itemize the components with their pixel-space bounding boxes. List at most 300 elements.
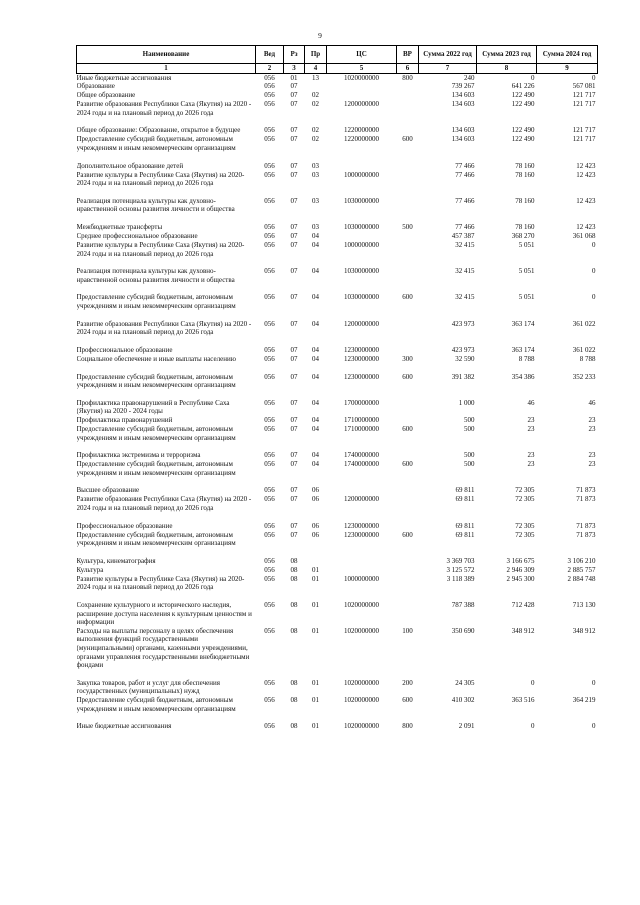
row-rz: 07 [290,293,298,302]
row-cs: 1230000000 [344,521,379,530]
table-row [77,117,598,126]
row-sum-2024 [537,592,598,601]
column-number-row [77,64,598,74]
row-name [77,442,256,451]
row-sum-2024: 12 423 [576,170,596,179]
table-row [77,311,598,320]
row-rz [284,670,305,679]
table-row [77,223,598,232]
row-vr [397,126,419,135]
row-name: Расходы на выплаты персоналу в целях обеспечения выполнения функций государственными (муниципальными) органами, казенными учреждениями, органами управления государственными внебюджетными фондами [76,626,250,670]
row-rz: 07 [290,354,298,363]
row-sum-2023 [477,364,537,373]
col-number: 1 [77,64,256,74]
table-row [77,531,598,548]
row-sum-2023 [477,214,537,223]
row-pr: 04 [312,425,319,434]
table-row [77,696,598,713]
row-ved: 056 [264,678,275,687]
row-ved: 056 [264,521,275,530]
row-sum-2022: 77 466 [455,222,475,231]
row-cs: 1230000000 [344,530,379,539]
row-ved: 056 [264,82,275,91]
row-vr: 500 [402,222,413,231]
row-rz [284,364,305,373]
row-cs: 1200000000 [344,495,379,504]
row-rz: 07 [290,460,298,469]
row-sum-2022: 500 [464,425,475,434]
row-cs: 1710000000 [344,416,379,425]
row-cs: 1030000000 [344,267,379,276]
table-row [77,522,598,531]
row-cs: 1030000000 [344,196,379,205]
row-ved: 056 [264,626,275,635]
table-row [77,214,598,223]
row-ved: 056 [264,73,275,82]
row-name: Предоставление субсидий бюджетным, автономным учреждениям и иным некоммерческим организациям [76,460,236,477]
row-cs: 1000000000 [344,574,379,583]
row-sum-2024 [537,477,598,486]
row-sum-2024: 71 873 [576,530,596,539]
row-cs [327,477,397,486]
row-sum-2022: 77 466 [455,196,475,205]
row-sum-2023: 0 [531,722,535,731]
row-sum-2023 [477,311,537,320]
row-cs [327,162,397,171]
row-rz: 08 [290,722,298,731]
row-sum-2023: 3 166 675 [506,556,535,565]
row-ved: 056 [264,451,275,460]
row-sum-2024: 567 081 [572,82,596,91]
col-header-pr: Пр [305,46,327,64]
row-cs [327,364,397,373]
row-name: Предоставление субсидий бюджетным, автономным учреждениям и иным некоммерческим организациям [76,372,236,390]
row-vr [397,197,419,214]
row-rz: 07 [290,91,298,100]
row-sum-2024 [537,153,598,162]
row-pr: 01 [312,678,319,687]
row-vr [397,337,419,346]
row-sum-2023: 2 946 309 [506,565,535,574]
row-vr [397,258,419,267]
row-sum-2023: 72 305 [515,495,535,504]
row-cs: 1030000000 [344,293,379,302]
row-sum-2023 [477,153,537,162]
row-sum-2023: 23 [527,451,535,460]
row-rz [284,513,305,522]
row-sum-2024 [537,188,598,197]
row-name: Профилактика экстремизма и терроризма [76,451,201,460]
row-sum-2023: 122 490 [511,100,535,109]
row-sum-2022 [419,188,477,197]
table-row [77,153,598,162]
row-name: Межбюджетные трансферты [76,222,163,231]
row-cs [327,557,397,566]
row-vr [397,171,419,188]
row-name: Социальное обеспечение и иные выплаты населению [76,354,236,363]
row-vr: 800 [402,722,413,731]
row-cs: 1200000000 [344,319,379,328]
row-sum-2022: 350 690 [451,626,475,635]
row-sum-2022: 500 [464,416,475,425]
row-sum-2024: 46 [588,398,596,407]
row-pr [305,513,327,522]
row-rz: 07 [290,345,298,354]
col-number: 8 [477,64,537,74]
row-name [77,592,256,601]
row-rz [284,713,305,722]
row-name: Предоставление субсидий бюджетным, автономным учреждениям и иным некоммерческим организациям [76,530,236,548]
row-name: Развитие образования Республики Саха (Якутия) на 2020 - 2024 годы и на плановый период до 2026 года [76,495,252,513]
row-rz: 07 [290,398,298,407]
row-sum-2022: 739 267 [451,82,475,91]
row-sum-2024: 23 [588,425,596,434]
row-name: Общее образование: Образование, открытое в будущее [76,126,241,135]
row-name: Развитие культуры в Республике Саха (Якутия) на 2020-2024 годы и на плановый период до 2026 года [76,240,245,258]
row-cs: 1230000000 [344,372,379,381]
row-cs: 1020000000 [344,695,379,704]
row-name: Развитие образования Республики Саха (Якутия) на 2020 - 2024 годы и на плановый период до 2026 года [76,319,252,337]
row-sum-2024 [537,117,598,126]
table-row [77,171,598,188]
row-vr [397,364,419,373]
row-name: Высшее образование [76,486,140,495]
row-pr [305,82,327,91]
row-pr [305,214,327,223]
row-cs [327,670,397,679]
row-vr [397,188,419,197]
row-cs [327,548,397,557]
table-row [77,284,598,293]
row-pr: 04 [312,416,319,425]
row-name [77,214,256,223]
row-pr: 06 [312,486,319,495]
row-vr [397,82,419,91]
row-sum-2023 [477,513,537,522]
row-name: Развитие культуры в Республике Саха (Якутия) на 2020-2024 годы и на плановый период до 2026 года [76,574,245,592]
col-header-vr: ВР [397,46,419,64]
row-cs [327,91,397,100]
table-row [77,566,598,575]
row-ved [256,337,284,346]
row-sum-2023: 46 [527,398,535,407]
row-sum-2022: 134 603 [451,135,475,144]
row-ved [256,670,284,679]
row-vr [397,232,419,241]
table-row [77,460,598,477]
row-pr: 01 [312,601,319,609]
row-sum-2023: 5 051 [518,240,535,249]
row-ved: 056 [264,354,275,363]
row-sum-2024 [537,670,598,679]
row-sum-2022: 32 415 [455,293,475,302]
row-ved [256,311,284,320]
row-sum-2024: 0 [592,73,596,82]
row-pr: 01 [312,565,319,574]
row-sum-2024: 71 873 [576,521,596,530]
row-ved [256,284,284,293]
row-pr [305,713,327,722]
row-sum-2022 [419,364,477,373]
row-sum-2024: 71 873 [576,495,596,504]
row-cs: 1710000000 [344,425,379,434]
row-pr [305,557,327,566]
row-sum-2023: 5 051 [518,293,535,302]
row-rz: 07 [290,196,298,205]
row-name: Общее образование [76,91,136,100]
row-sum-2024: 713 130 [572,601,596,609]
row-pr: 04 [312,240,319,249]
row-rz: 07 [290,231,298,240]
row-rz: 08 [290,574,298,583]
row-ved [256,713,284,722]
row-cs: 1020000000 [344,601,379,609]
row-sum-2024: 121 717 [572,135,596,144]
row-name: Предоставление субсидий бюджетным, автономным учреждениям и иным некоммерческим организациям [76,425,236,442]
row-name [77,117,256,126]
row-ved [256,548,284,557]
table-row [77,100,598,117]
row-cs: 1020000000 [344,678,379,687]
row-name [77,390,256,399]
row-rz: 07 [290,170,298,179]
table-row [77,601,598,627]
table-row [77,135,598,152]
row-sum-2024: 361 022 [572,345,596,354]
row-pr [305,337,327,346]
row-cs [327,153,397,162]
row-vr [397,153,419,162]
row-rz: 07 [290,530,298,539]
row-pr: 04 [312,451,319,460]
row-vr [397,566,419,575]
row-rz: 07 [290,416,298,425]
row-sum-2024: 23 [588,416,596,425]
row-vr [397,311,419,320]
row-cs [327,442,397,451]
row-pr [305,442,327,451]
row-sum-2023: 712 428 [511,601,535,609]
row-ved: 056 [264,161,275,170]
row-ved: 056 [264,135,275,144]
row-pr: 01 [312,695,319,704]
row-sum-2023 [477,188,537,197]
row-vr [397,100,419,117]
row-sum-2024: 348 912 [572,626,596,635]
row-vr [397,162,419,171]
row-name: Дополнительное образование детей [76,161,184,170]
table-row [77,241,598,258]
row-sum-2022: 423 973 [451,319,475,328]
row-vr: 800 [402,73,413,82]
row-sum-2022: 1 000 [458,398,475,407]
row-vr [397,346,419,355]
row-sum-2024 [537,214,598,223]
row-ved: 056 [264,170,275,179]
row-rz: 08 [290,556,298,565]
row-cs [327,592,397,601]
row-vr [397,513,419,522]
row-sum-2023 [477,442,537,451]
table-row [77,627,598,670]
row-pr [305,390,327,399]
row-name: Культура [76,565,104,574]
row-pr: 03 [312,222,319,231]
row-name [77,284,256,293]
row-sum-2024 [537,548,598,557]
row-sum-2023 [477,713,537,722]
row-vr [397,592,419,601]
row-sum-2022 [419,390,477,399]
row-rz: 07 [290,222,298,231]
row-ved: 056 [264,196,275,205]
row-sum-2024: 2 884 748 [567,574,596,583]
row-pr [305,364,327,373]
row-pr [305,311,327,320]
row-sum-2024: 361 068 [572,231,596,240]
row-cs: 1220000000 [344,126,379,135]
row-cs [327,117,397,126]
row-rz: 08 [290,565,298,574]
row-sum-2024: 121 717 [572,126,596,135]
row-sum-2023: 2 945 300 [506,574,535,583]
row-ved: 056 [264,222,275,231]
row-rz: 07 [290,372,298,381]
row-rz: 08 [290,626,298,635]
row-rz: 07 [290,486,298,495]
row-pr: 04 [312,460,319,469]
row-sum-2023 [477,284,537,293]
table-row [77,425,598,442]
row-cs [327,713,397,722]
row-name: Предоставление субсидий бюджетным, автономным учреждениям и иным некоммерческим организациям [76,135,236,152]
table-row [77,495,598,512]
row-ved: 056 [264,460,275,469]
row-ved: 056 [264,601,275,609]
row-name [77,311,256,320]
row-ved [256,390,284,399]
row-pr: 01 [312,574,319,583]
row-rz [284,548,305,557]
row-vr: 600 [402,135,413,144]
row-ved: 056 [264,425,275,434]
table-row [77,592,598,601]
row-sum-2022 [419,153,477,162]
row-name: Иные бюджетные ассигнования [76,73,172,82]
row-sum-2023: 363 516 [511,695,535,704]
row-sum-2022: 32 590 [455,354,475,363]
table-row [77,91,598,100]
row-rz: 08 [290,695,298,704]
row-cs: 1000000000 [344,170,379,179]
row-sum-2023 [477,258,537,267]
row-sum-2023: 8 788 [518,354,535,363]
row-sum-2022 [419,548,477,557]
row-rz: 07 [290,451,298,460]
row-pr: 02 [312,135,319,144]
row-sum-2023 [477,592,537,601]
row-name: Профилактика правонарушений [76,416,173,425]
row-vr: 600 [402,293,413,302]
row-rz: 07 [290,100,298,109]
row-pr [305,592,327,601]
table-row [77,188,598,197]
col-number: 9 [537,64,598,74]
row-rz [284,214,305,223]
row-sum-2023: 23 [527,460,535,469]
table-row [77,232,598,241]
row-sum-2023: 72 305 [515,530,535,539]
row-sum-2023: 23 [527,425,535,434]
row-name [77,364,256,373]
table-row [77,722,598,731]
row-sum-2022: 69 811 [455,495,475,504]
row-sum-2024 [537,390,598,399]
row-cs: 1030000000 [344,222,379,231]
row-sum-2024 [537,258,598,267]
row-sum-2022: 69 811 [455,521,475,530]
row-rz: 08 [290,601,298,609]
row-sum-2024: 361 022 [572,319,596,328]
row-sum-2024: 0 [592,267,596,276]
row-sum-2022 [419,670,477,679]
row-sum-2024: 2 885 757 [567,565,596,574]
row-sum-2023 [477,117,537,126]
row-vr: 600 [402,372,413,381]
row-cs: 1230000000 [344,345,379,354]
row-sum-2024 [537,713,598,722]
row-sum-2024 [537,442,598,451]
row-cs [327,311,397,320]
row-pr [305,188,327,197]
row-vr [397,451,419,460]
row-sum-2022 [419,713,477,722]
row-pr: 13 [312,73,319,82]
row-vr [397,241,419,258]
row-ved: 056 [264,319,275,328]
row-name [77,258,256,267]
row-rz [284,592,305,601]
table-row [77,82,598,91]
row-sum-2024: 0 [592,240,596,249]
col-number: 5 [327,64,397,74]
row-ved: 056 [264,293,275,302]
row-sum-2022 [419,592,477,601]
row-rz [284,117,305,126]
col-number: 2 [256,64,284,74]
row-cs: 1230000000 [344,354,379,363]
table-row [77,557,598,566]
budget-table [76,45,598,731]
row-vr [397,390,419,399]
row-sum-2022 [419,214,477,223]
row-pr: 02 [312,91,319,100]
row-ved [256,153,284,162]
row-pr [305,670,327,679]
row-sum-2023: 122 490 [511,91,535,100]
row-rz [284,284,305,293]
row-sum-2022: 500 [464,460,475,469]
row-name [77,713,256,722]
row-cs [327,82,397,91]
col-header-sum-2022: Сумма 2022 год [419,46,477,64]
row-pr: 04 [312,293,319,302]
row-name: Культура, кинематография [76,556,156,565]
row-sum-2024: 71 873 [576,486,596,495]
row-sum-2022: 32 415 [455,240,475,249]
row-sum-2023 [477,670,537,679]
row-ved: 056 [264,91,275,100]
